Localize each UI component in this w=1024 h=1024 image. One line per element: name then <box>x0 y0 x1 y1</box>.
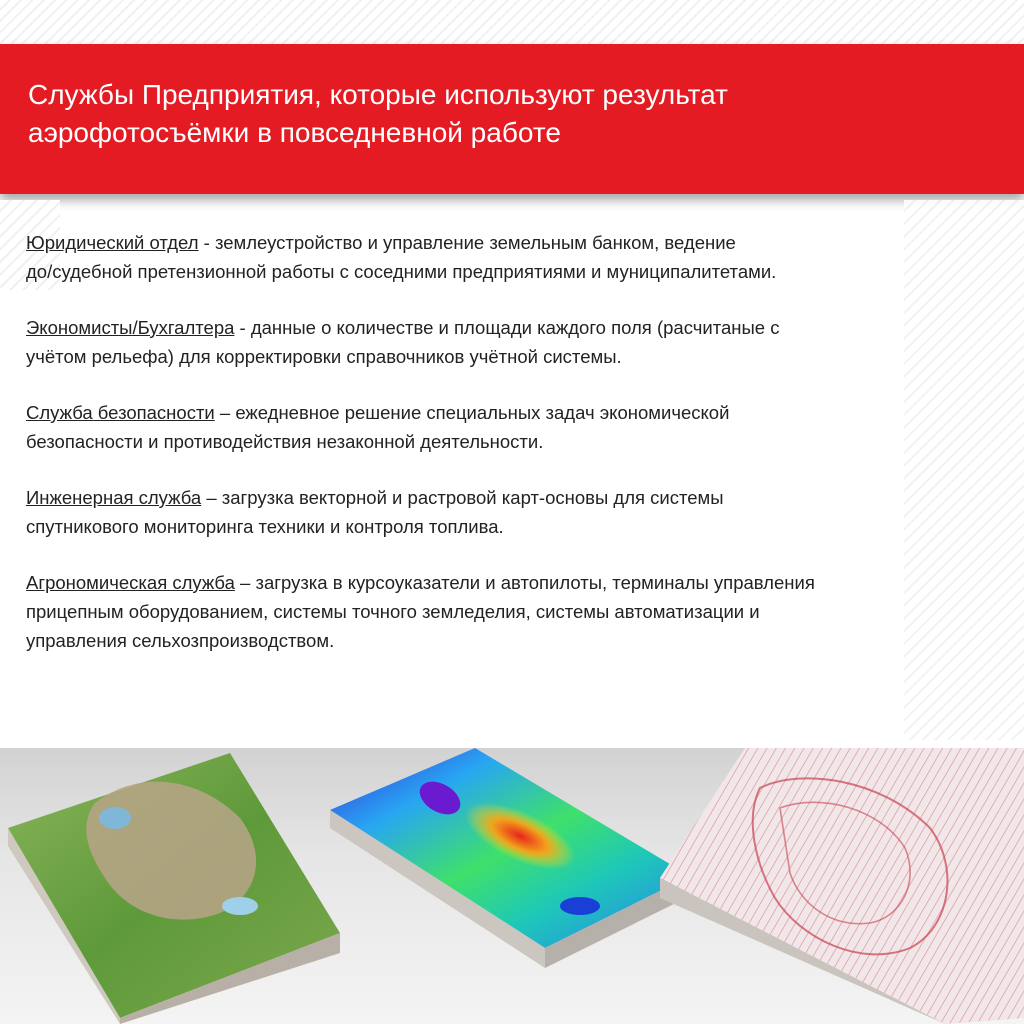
service-term: Инженерная служба <box>26 487 202 508</box>
page-title-line-2: аэрофотосъёмки в повседневной работе <box>28 117 561 148</box>
service-description: – загрузка векторной и растровой карт-основы для системы <box>201 487 724 508</box>
orthophoto-terrain-model <box>8 753 340 1024</box>
service-description: управления сельхозпроизводством. <box>26 630 335 651</box>
elevation-heatmap-model <box>330 748 690 968</box>
service-term: Служба безопасности <box>26 402 215 423</box>
service-engineering <box>26 483 986 541</box>
service-description: – ежедневное решение специальных задач экономической <box>214 402 730 423</box>
service-term: Агрономическая служба <box>26 572 235 593</box>
service-description: – загрузка в курсоуказатели и автопилоты, терминалы управления <box>234 572 815 593</box>
service-economists <box>26 313 986 371</box>
terrain-models-strip <box>0 748 1024 1024</box>
page-title-line-1: Службы Предприятия, которые используют результат <box>28 79 728 110</box>
terrain-models-illustration <box>0 748 1024 1024</box>
service-description: учётом рельефа) для корректировки справочников учётной системы. <box>26 346 622 367</box>
service-security <box>26 398 986 456</box>
top-stripe-decoration <box>0 0 1024 44</box>
page-title <box>28 76 988 152</box>
service-description: безопасности и противодействия незаконной деятельности. <box>26 431 544 452</box>
service-description: - данные о количестве и площади каждого поля (расчитаные с <box>234 317 780 338</box>
service-description: - землеустройство и управление земельным банком, ведение <box>198 232 736 253</box>
service-term: Юридический отдел <box>26 232 199 253</box>
contour-lines-model <box>660 748 1024 1024</box>
title-banner <box>0 44 1024 194</box>
service-description: прицепным оборудованием, системы точного земледелия, системы автоматизации и <box>26 601 760 622</box>
service-term: Экономисты/Бухгалтера <box>26 317 235 338</box>
service-description: спутникового мониторинга техники и контроля топлива. <box>26 516 504 537</box>
services-list <box>26 228 986 682</box>
service-legal <box>26 228 986 286</box>
service-description: до/судебной претензионной работы с соседними предприятиями и муниципалитетами. <box>26 261 777 282</box>
service-agronomy <box>26 568 986 655</box>
